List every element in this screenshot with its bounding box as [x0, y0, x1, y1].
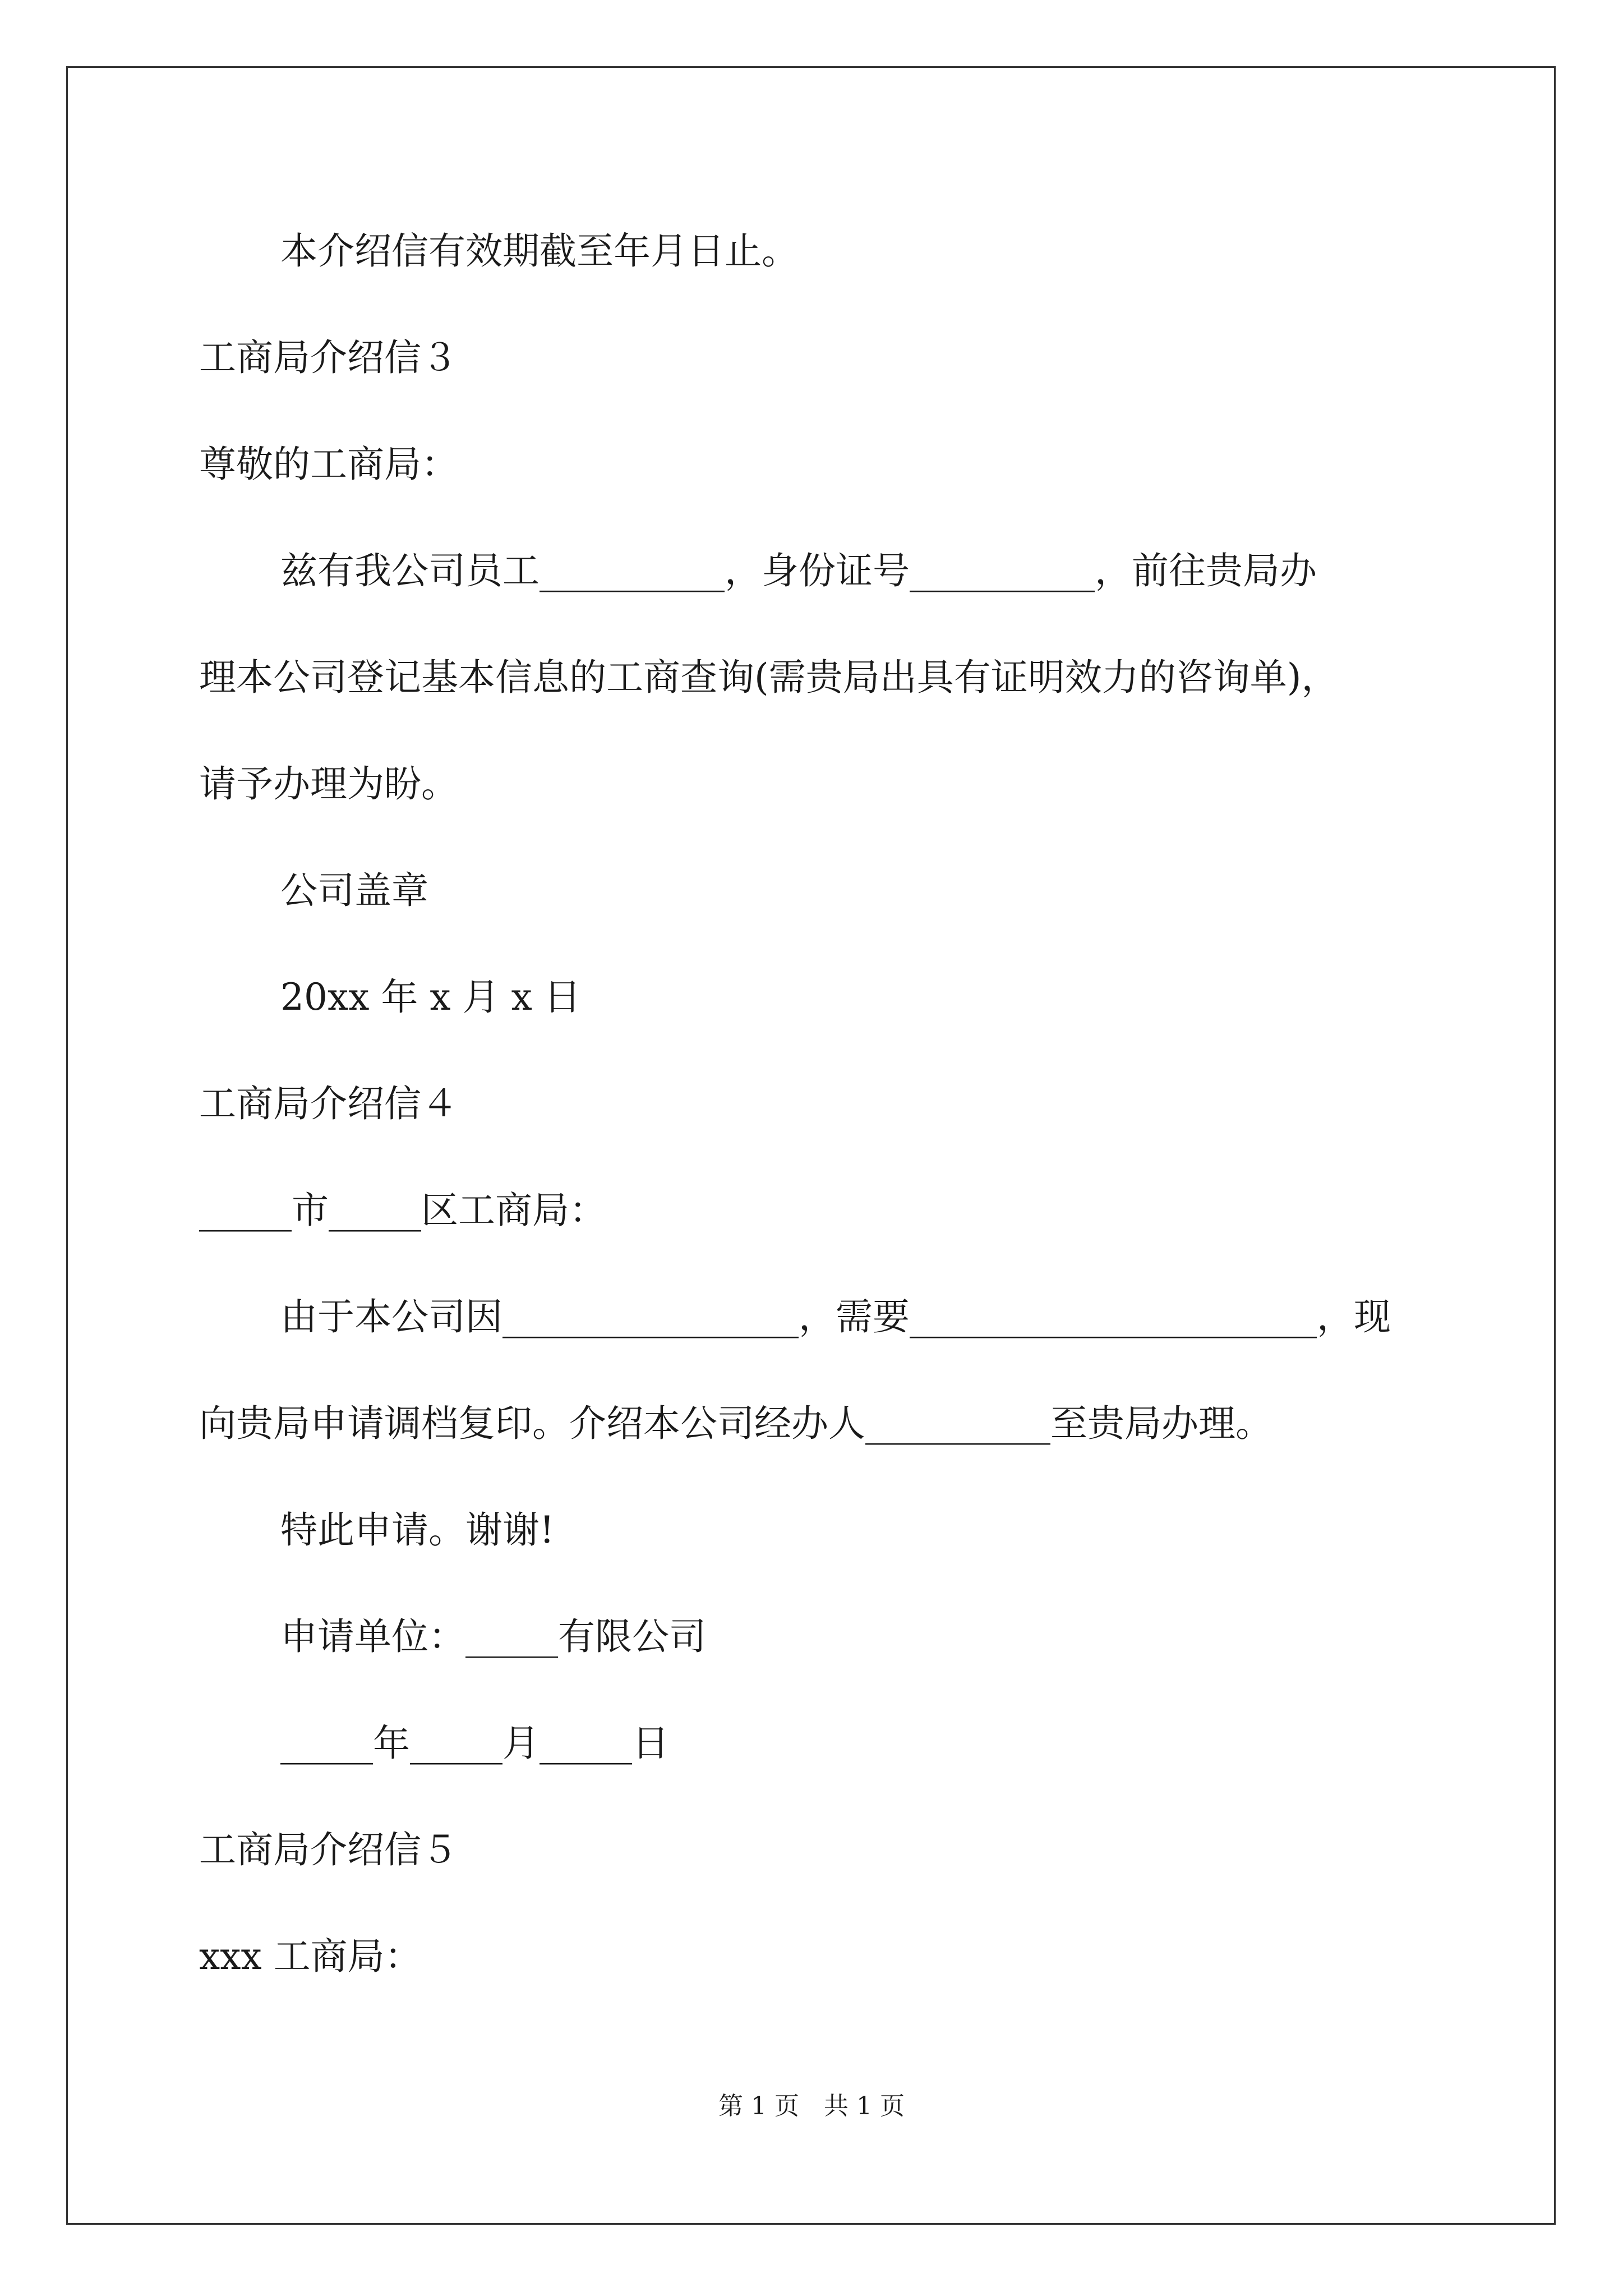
body-line-2: 理本公司登记基本信息的工商查询(需贵局出具有证明效力的咨询单)， — [199, 656, 1339, 699]
body-line-4: 由于本公司因________________，需要______________________，现 — [280, 1295, 1391, 1338]
body-line-5: 向贵局申请调档复印。介绍本公司经办人__________至贵局办理。 — [199, 1402, 1272, 1445]
closing-thanks: 特此申请。谢谢! — [280, 1508, 555, 1552]
company-seal: 公司盖章 — [280, 869, 428, 912]
applicant-unit: 申请单位：_____有限公司 — [280, 1615, 706, 1658]
letter-heading-3: 工商局介绍信３ — [199, 336, 458, 379]
page-frame — [66, 66, 1556, 2225]
salutation-5: xxx 工商局： — [199, 1935, 422, 1978]
page-number: 第 1 页 共 1 页 — [718, 2092, 905, 2120]
salutation-4: _____市_____区工商局： — [199, 1189, 606, 1232]
date-line-3: 20xx 年 x 月 x 日 — [280, 976, 581, 1019]
validity-note: 本介绍信有效期截至年月日止。 — [280, 229, 799, 273]
body-line-1: 兹有我公司员工__________，身份证号__________，前往贵局办 — [280, 549, 1317, 592]
letter-heading-4: 工商局介绍信４ — [199, 1082, 458, 1125]
body-line-3: 请予办理为盼。 — [199, 762, 458, 806]
date-line-4: _____年_____月_____日 — [280, 1722, 669, 1765]
salutation-3: 尊敬的工商局： — [199, 443, 458, 486]
letter-heading-5: 工商局介绍信５ — [199, 1828, 458, 1871]
